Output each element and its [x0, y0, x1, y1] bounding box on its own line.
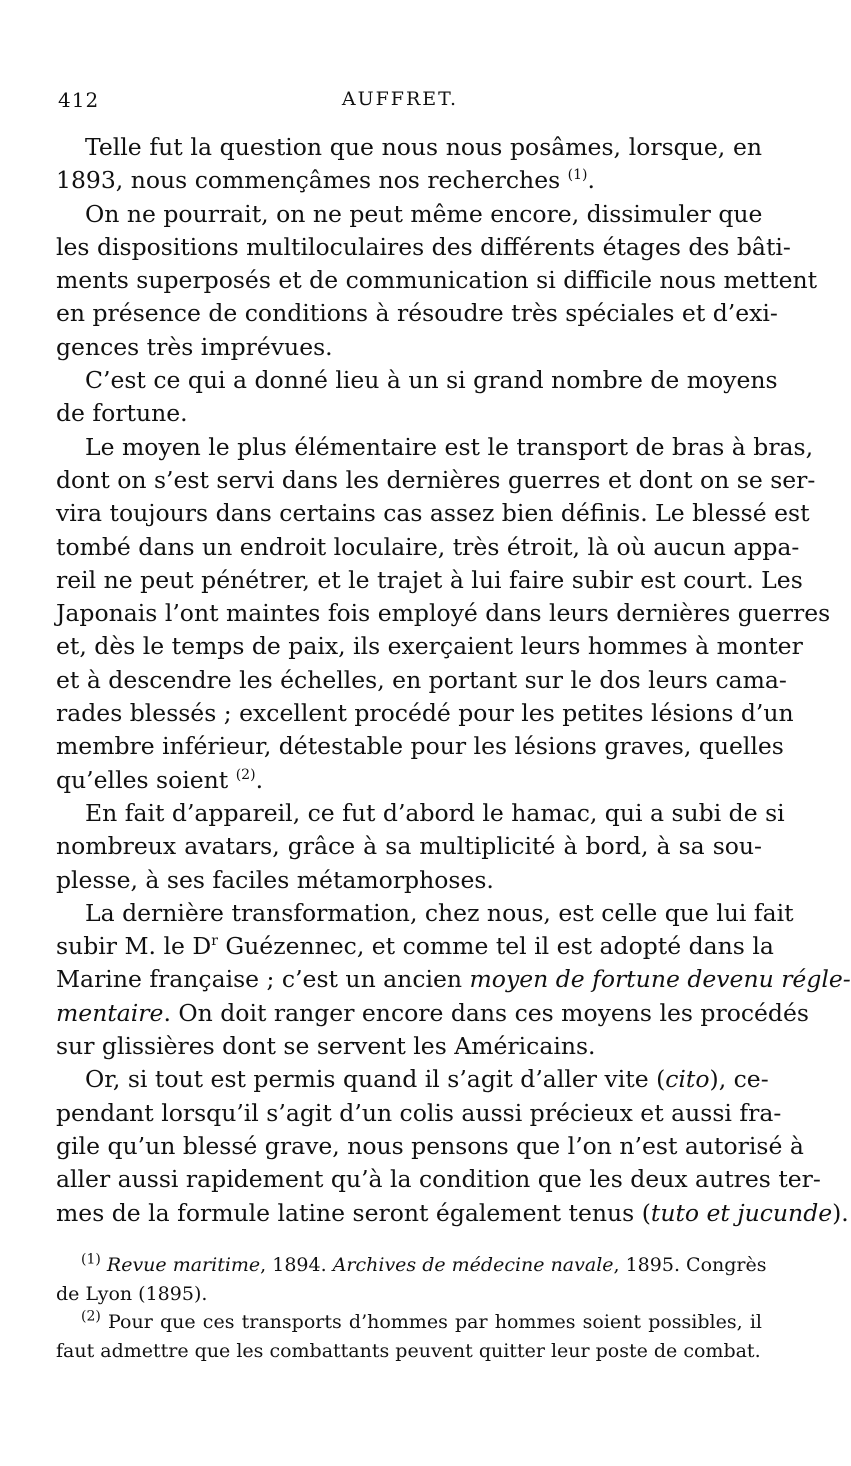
footnote-1-continued: de Lyon (1895).: [56, 1282, 208, 1305]
footnote-1: $^{(1)}$ Revue maritime, 1894. Archives de médecine navale, 1895. Congrès: [81, 1251, 767, 1276]
text-line: et, dès le temps de paix, ils exerçaient leurs hommes à monter: [56, 632, 803, 661]
footnotes: [56, 1251, 767, 1365]
text-line: ments superposés et de communication si difficile nous mettent: [56, 266, 818, 295]
page-number: 412: [58, 88, 100, 112]
text-line: mes de la formule latine seront également tenus (tuto et jucunde).: [56, 1198, 849, 1227]
footnote-ref-1: (1): [567, 167, 588, 184]
text-line: rades blessés ; excellent procédé pour les petites lésions d’un: [56, 699, 794, 728]
footnote-marker-2: (2): [81, 1308, 101, 1325]
text-line: reil ne peut pénétrer, et le trajet à lui faire subir est court. Les: [56, 565, 803, 594]
text-line: mentaire. On doit ranger encore dans ces moyens les procédés: [56, 998, 809, 1027]
page-header: [58, 88, 742, 114]
text-line: sur glissières dont se servent les Américains.: [56, 1032, 596, 1061]
text-line: 1893, nous commençâmes nos recherches $^{(1)}$.: [56, 166, 595, 195]
footnote-2: $^{(2)}$ Pour que ces transports d’hommes par hommes soient possibles, il: [81, 1308, 762, 1333]
text-line: En fait d’appareil, ce fut d’abord le hamac, qui a subi de si: [85, 798, 785, 827]
text-line: vira toujours dans certains cas assez bien définis. Le blessé est: [56, 499, 810, 528]
text-line: et à descendre les échelles, en portant sur le dos leurs cama-: [56, 665, 787, 694]
text-line: Or, si tout est permis quand il s’agit d’aller vite (cito), ce-: [85, 1065, 769, 1094]
text-line: aller aussi rapidement qu’à la condition que les deux autres ter-: [56, 1165, 821, 1194]
text-line: Le moyen le plus élémentaire est le transport de bras à bras,: [85, 432, 814, 461]
text-line: Japonais l’ont maintes fois employé dans leurs dernières guerres: [56, 599, 831, 628]
text-line: La dernière transformation, chez nous, est celle que lui fait: [85, 898, 794, 927]
text-line: de fortune.: [56, 399, 188, 428]
footnote-2-continued: faut admettre que les combattants peuvent quitter leur poste de combat.: [56, 1339, 761, 1362]
footnote-ref-2: (2): [235, 766, 256, 783]
text-line: tombé dans un endroit loculaire, très étroit, là où aucun appa-: [56, 532, 800, 561]
text-line: gile qu’un blessé grave, nous pensons que l’on n’est autorisé à: [56, 1131, 804, 1160]
text-line: qu’elles soient $^{(2)}$.: [56, 765, 264, 794]
text-line: dont on s’est servi dans les dernières guerres et dont on se ser-: [56, 465, 816, 494]
text-line: en présence de conditions à résoudre très spéciales et d’exi-: [56, 299, 778, 328]
text-line: membre inférieur, détestable pour les lésions graves, quelles: [56, 732, 784, 761]
text-line: les dispositions multiloculaires des différents étages des bâti-: [56, 232, 791, 261]
text-line: C’est ce qui a donné lieu à un si grand nombre de moyens: [85, 366, 778, 395]
text-line: Telle fut la question que nous nous posâmes, lorsque, en: [85, 133, 762, 161]
text-line: Marine française ; c’est un ancien moyen de fortune devenu régle-: [56, 965, 851, 994]
body-text: [56, 131, 851, 1230]
text-line: pendant lorsqu’il s’agit d’un colis aussi précieux et aussi fra-: [56, 1098, 782, 1127]
text-line: subir M. le $D^r$ Guézennec, et comme tel il est adopté dans la: [56, 932, 774, 961]
running-title: AUFFRET.: [341, 88, 459, 110]
text-line: nombreux avatars, grâce à sa multiplicité à bord, à sa sou-: [56, 832, 762, 861]
text-line: gences très imprévues.: [56, 332, 333, 361]
text-line: On ne pourrait, on ne peut même encore, dissimuler que: [85, 199, 763, 228]
text-line: plesse, à ses faciles métamorphoses.: [56, 865, 494, 894]
footnote-marker-1: (1): [81, 1251, 101, 1268]
